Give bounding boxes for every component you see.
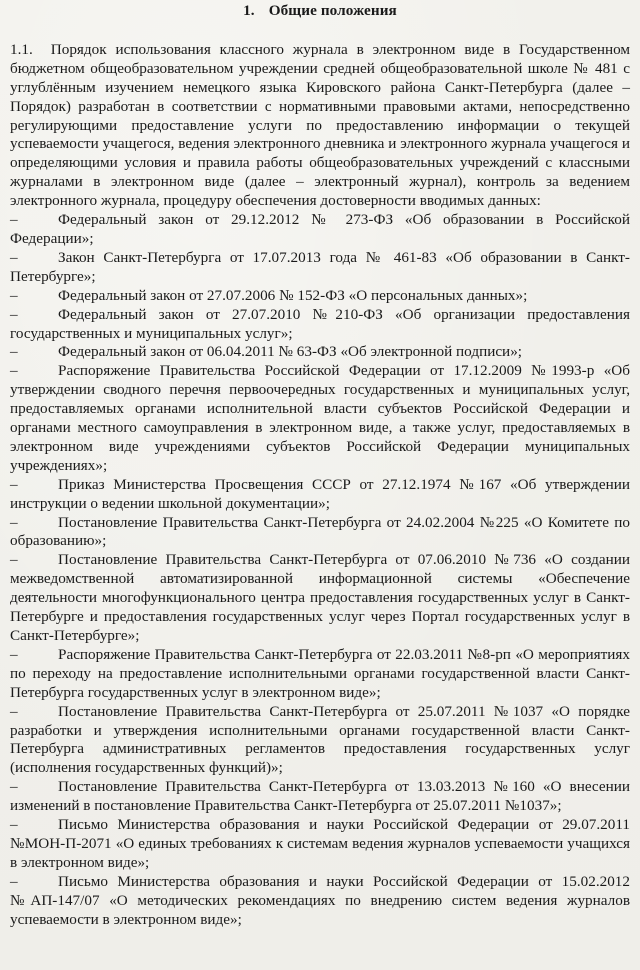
- paragraph-number: 1.1.: [10, 40, 33, 58]
- list-item-text: Письмо Министерства образования и науки Российской Федерации от 15.02.2012 №АП-147/07 «О методических рекомендациях по внедрению систем ведения журналов успеваемости в электронном виде»;: [10, 872, 630, 928]
- list-item-text: Распоряжение Правительства Санкт-Петербурга от 22.03.2011 №8-рп «О мероприятиях по переходу на предоставление исполнительными органами государственной власти Санкт-Петербурга государственных услуг в электронном виде»;: [10, 645, 630, 701]
- list-item-text: Федеральный закон от 27.07.2006 № 152-ФЗ «О персональных данных»;: [58, 286, 528, 304]
- list-dash: –: [10, 513, 18, 531]
- section-title: Общие положения: [268, 2, 397, 19]
- list-item: [10, 514, 630, 552]
- list-dash: –: [10, 475, 18, 493]
- section-number: 1.: [243, 2, 255, 19]
- list-dash: –: [10, 362, 18, 380]
- list-item: [10, 287, 630, 306]
- list-item: [10, 873, 630, 930]
- list-item: [10, 551, 630, 646]
- list-item: [10, 343, 630, 362]
- list-item: [10, 703, 630, 779]
- list-item-text: Федеральный закон от 29.12.2012 № 273-ФЗ «Об образовании в Российской Федерации»;: [10, 211, 630, 247]
- list-dash: –: [10, 645, 18, 663]
- list-item: [10, 362, 630, 475]
- list-dash: –: [10, 343, 18, 361]
- list-item-text: Постановление Правительства Санкт-Петербурга от 07.06.2010 №736 «О создании межведомственной автоматизированной информационной системы «Обеспечение деятельности многофункционального центра предоставления государственных услуг в Санкт-Петербурге и предоставления государственных услуг через Портал государственных услуг в Санкт-Петербурге»;: [10, 551, 630, 644]
- list-dash: –: [10, 702, 18, 720]
- list-dash: –: [10, 286, 18, 304]
- list-item: [10, 476, 630, 514]
- list-dash: –: [10, 211, 18, 229]
- list-item: [10, 249, 630, 287]
- list-item-text: Федеральный закон от 06.04.2011 № 63-ФЗ «Об электронной подписи»;: [58, 343, 523, 361]
- list-item: [10, 211, 630, 249]
- list-item-text: Постановление Правительства Санкт-Петербурга от 24.02.2004 №225 «О Комитете по образованию»;: [10, 513, 630, 550]
- paragraph-1-1: [10, 41, 630, 211]
- list-item-text: Распоряжение Правительства Российской Федерации от 17.12.2009 №1993-р «Об утверждении сводного перечня первоочередных государственных и муниципальных услуг, предоставляемых органами исполнительной власти субъектов Российской Федерации и органами местного самоуправления в электронном виде, а также услуг, предоставляемых в электронном виде учреждениями субъектов Российской Федерации муниципальных учреждениях»;: [10, 362, 630, 474]
- list-item: [10, 306, 630, 344]
- list-item-text: Федеральный закон от 27.07.2010 №210-ФЗ «Об организации предоставления государственных и муниципальных услуг»;: [10, 305, 630, 342]
- list-item: [10, 646, 630, 703]
- list-item-text: Постановление Правительства Санкт-Петербурга от 25.07.2011 №1037 «О порядке разработки и утверждения исполнительными органами государственной власти Санкт-Петербурга административных регламентов предоставления государственных услуг (исполнения государственных функций)»;: [10, 702, 630, 777]
- paragraph-text: Порядок использования классного журнала в электронном виде в Государственном бюджетном общеобразовательном учреждении средней общеобразовательной школе № 481 с углублённым изучением немецкого языка Кировского района Санкт-Петербурга (далее – Порядок) разработан в соответствии с нормативными правовыми актами, непосредственно регулирующими предоставление услуги по предоставлению информации о текущей успеваемости учащегося, ведения электронного дневника и электронного журнала учащегося и определяющими условия и правила работы общеобразовательных учреждений с классными журналами в электронном виде (далее – электронный журнал), контроль за ведением электронного журнала, процедуру обеспечения достоверности вводимых данных:: [10, 40, 630, 210]
- list-item-text: Письмо Министерства образования и науки Российской Федерации от 29.07.2011 №МОН-П-2071 «О единых требованиях к системам ведения журналов успеваемости учащихся в электронном виде»;: [10, 816, 630, 871]
- list-item-text: Приказ Министерства Просвещения СССР от 27.12.1974 №167 «Об утверждении инструкции о ведении школьной документации»;: [10, 475, 630, 512]
- list-dash: –: [10, 551, 18, 569]
- list-dash: –: [10, 305, 18, 323]
- list-dash: –: [10, 248, 18, 266]
- section-heading: [10, 2, 630, 21]
- list-item: [10, 816, 630, 873]
- list-dash: –: [10, 872, 18, 890]
- list-item-text: Закон Санкт-Петербурга от 17.07.2013 года № 461-83 «Об образовании в Санкт-Петербурге»;: [10, 248, 630, 285]
- list-dash: –: [10, 778, 18, 796]
- legal-acts-list: [10, 211, 630, 929]
- list-dash: –: [10, 816, 18, 834]
- list-item-text: Постановление Правительства Санкт-Петербурга от 13.03.2013 №160 «О внесении изменений в постановление Правительства Санкт-Петербурга от 25.07.2011 №1037»;: [10, 778, 630, 815]
- list-item: [10, 778, 630, 816]
